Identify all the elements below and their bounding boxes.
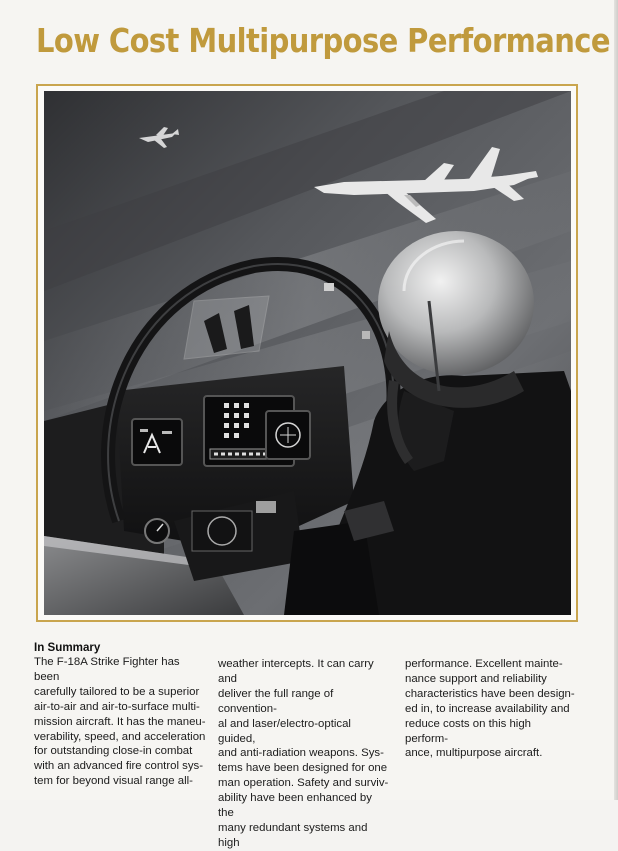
summary-column-3 — [405, 657, 577, 761]
mfd-left — [132, 419, 182, 465]
page-headline: Low Cost Multipurpose Performance — [36, 22, 610, 61]
summary-paragraph-1: The F-18A Strike Fighter has been carefully tailored to be a superior air-to-air and air-to-surface multi- mission aircraft. It has the maneu- verability, speed, and acceleration for outstanding close-in combat with an advanced fire control sys- tem for beyond visual range all- — [34, 656, 206, 788]
summary-heading: In Summary — [34, 641, 101, 654]
cockpit-simulator-photo — [44, 91, 571, 615]
summary-paragraph-2: weather intercepts. It can carry and deliver the full range of convention- al and laser/electro-optical guided, and anti-radiation weapons. Sys- tems have been designed for one man operation. Safety and surviv- ability have been enhanced by the many redundant systems and high — [218, 658, 389, 849]
summary-paragraph-3: performance. Excellent mainte- nance support and reliability characteristics have been design- ed in, to increase availability and reduce costs on this high perform- ance, multipurpose aircraft. — [405, 658, 575, 760]
summary-column-1 — [34, 640, 206, 789]
summary-column-2 — [218, 657, 390, 851]
mfd-right — [266, 411, 310, 459]
page-edge — [614, 0, 618, 800]
